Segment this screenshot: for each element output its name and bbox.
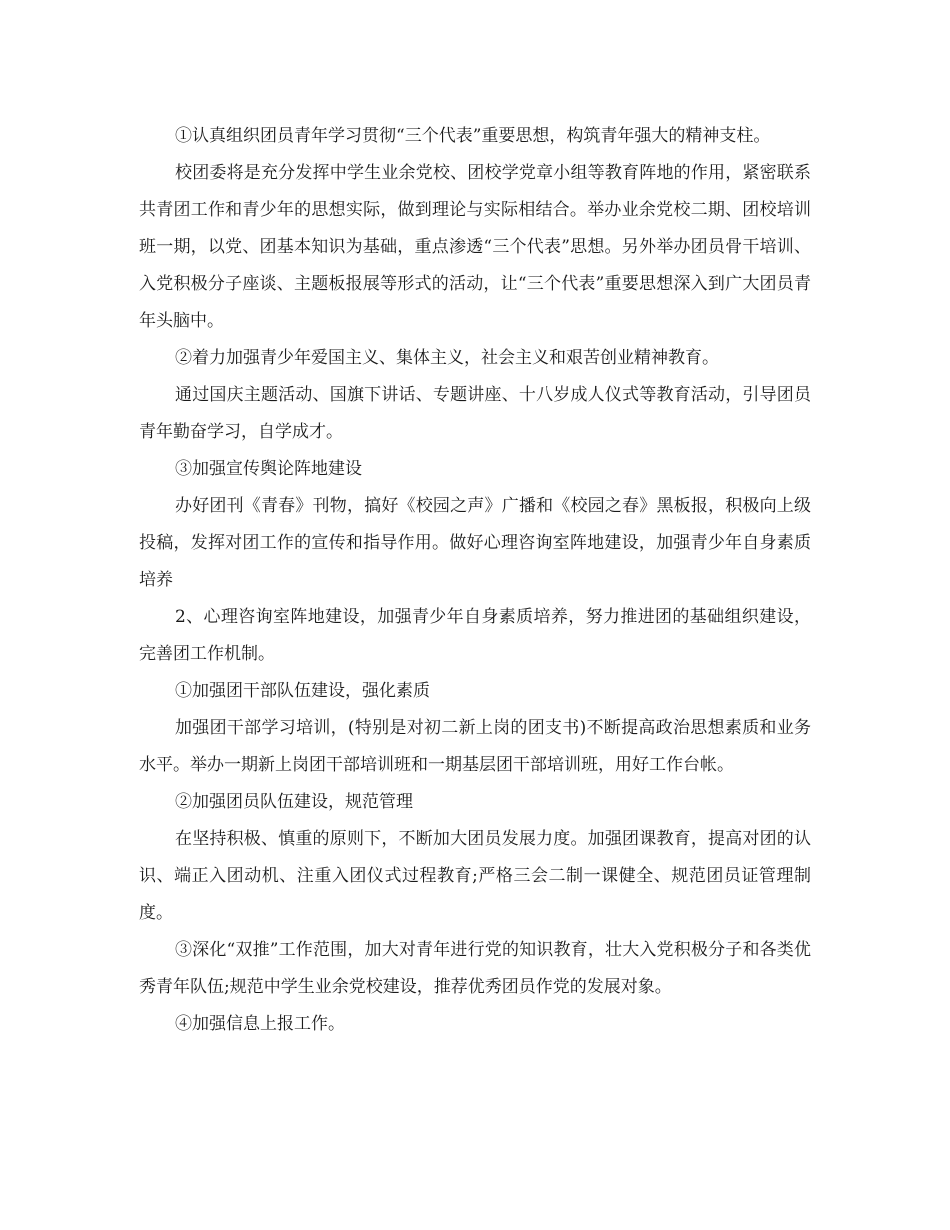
paragraph-6: 办好团刊《青春》刊物，搞好《校园之声》广播和《校园之春》黑板报，积极向上级投稿，发挥对团工作的宣传和指导作用。做好心理咨询室阵地建设，加强青少年自身素质培养 bbox=[139, 496, 811, 590]
paragraph-9: 加强团干部学习培训，(特别是对初二新上岗的团支书)不断提高政治思想素质和业务水平。举办一期新上岗团干部培训班和一期基层团干部培训班，用好工作台帐。 bbox=[139, 718, 811, 775]
paragraph-10: ②加强团员队伍建设，规范管理 bbox=[175, 792, 413, 812]
paragraph-4: 通过国庆主题活动、国旗下讲话、专题讲座、十八岁成人仪式等教育活动，引导团员青年勤奋学习，自学成才。 bbox=[139, 385, 811, 442]
paragraph-1: ①认真组织团员青年学习贯彻“三个代表”重要思想，构筑青年强大的精神支柱。 bbox=[175, 126, 771, 146]
paragraph-3: ②着力加强青少年爱国主义、集体主义，社会主义和艰苦创业精神教育。 bbox=[175, 348, 719, 368]
paragraph-5: ③加强宣传舆论阵地建设 bbox=[175, 459, 362, 479]
paragraph-13: ④加强信息上报工作。 bbox=[175, 1014, 345, 1034]
paragraph-8: ①加强团干部队伍建设，强化素质 bbox=[175, 681, 430, 701]
document-body bbox=[139, 118, 811, 1043]
paragraph-7: 2、心理咨询室阵地建设，加强青少年自身素质培养，努力推进团的基础组织建设，完善团工作机制。 bbox=[139, 607, 811, 664]
paragraph-2: 校团委将是充分发挥中学生业余党校、团校学党章小组等教育阵地的作用，紧密联系共青团工作和青少年的思想实际，做到理论与实际相结合。举办业余党校二期、团校培训班一期，以党、团基本知识为基础，重点渗透“三个代表”思想。另外举办团员骨干培训、入党积极分子座谈、主题板报展等形式的活动，让“三个代表”重要思想深入到广大团员青年头脑中。 bbox=[139, 163, 811, 331]
paragraph-12: ③深化“双推”工作范围，加大对青年进行党的知识教育，壮大入党积极分子和各类优秀青年队伍;规范中学生业余党校建设，推荐优秀团员作党的发展对象。 bbox=[139, 940, 811, 997]
paragraph-11: 在坚持积极、慎重的原则下，不断加大团员发展力度。加强团课教育，提高对团的认识、端正入团动机、注重入团仪式过程教育;严格三会二制一课健全、规范团员证管理制度。 bbox=[139, 829, 811, 923]
